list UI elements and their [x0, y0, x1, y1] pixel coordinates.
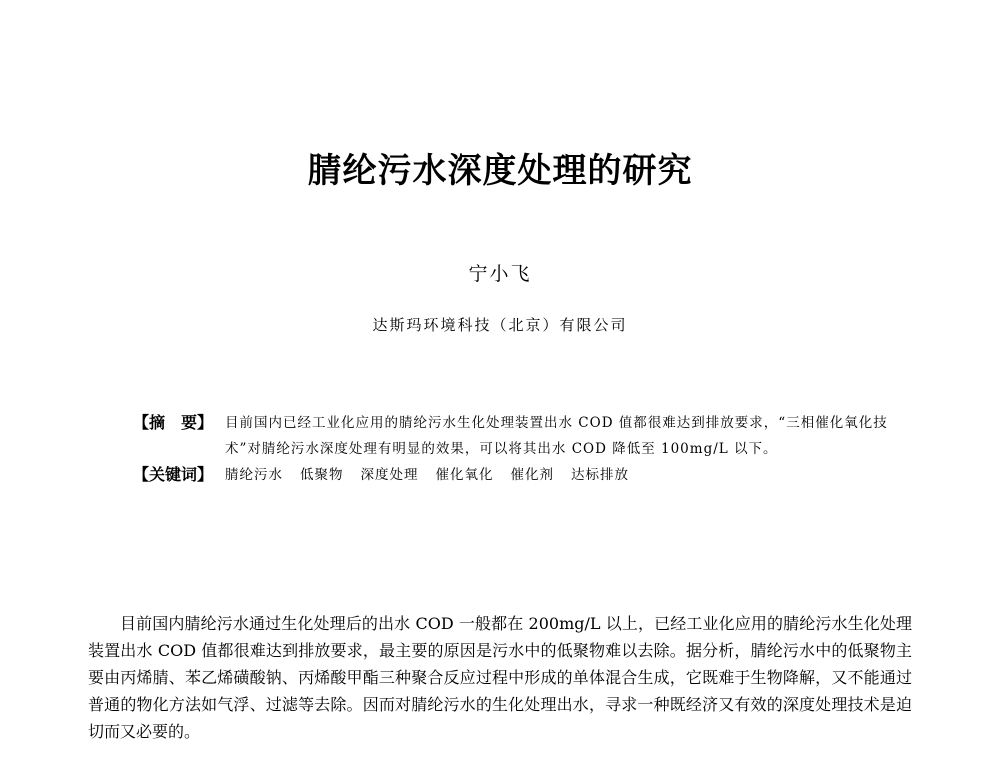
abstract-block — [133, 410, 893, 488]
body-paragraph: 目前国内腈纶污水通过生化处理后的出水 COD 一般都在 200mg/L 以上，已经工业化应用的腈纶污水生化处理装置出水 COD 值都很难达到排放要求，最主要的原因是污水中的低聚物难以去除。据分析，腈纶污水中的低聚物主要由丙烯腈、苯乙烯磺酸钠、丙烯酸甲酯三种聚合反应过程中形成的单体混合生成，它既难于生物降解，又不能通过普通的物化方法如气浮、过滤等去除。因而对腈纶污水的生化处理出水，寻求一种既经济又有效的深度处理技术是迫切而又必要的。 — [88, 614, 912, 741]
author-name: 宁小飞 — [468, 263, 532, 285]
keyword-item: 催化剂 — [510, 467, 554, 483]
abstract-row — [133, 410, 893, 462]
paper-title: 腈纶污水深度处理的研究 — [307, 151, 693, 191]
keyword-item: 催化氧化 — [435, 467, 494, 483]
keywords-row — [133, 462, 893, 488]
keyword-item: 腈纶污水 — [225, 467, 283, 483]
keyword-item: 达标排放 — [571, 467, 629, 483]
author-affiliation: 达斯玛环境科技（北京）有限公司 — [372, 316, 628, 334]
abstract-label: 【摘 要】 — [133, 413, 214, 432]
keywords-label: 【关键词】 — [133, 465, 214, 484]
keyword-item: 深度处理 — [360, 467, 419, 483]
abstract-text: 目前国内已经工业化应用的腈纶污水生化处理装置出水 COD 值都很难达到排放要求，“三相催化氧化技术”对腈纶污水深度处理有明显的效果，可以将其出水 COD 降低至 100mg/L 以下。 — [225, 415, 888, 457]
keyword-item: 低聚物 — [300, 467, 344, 483]
keywords-list — [225, 462, 646, 488]
